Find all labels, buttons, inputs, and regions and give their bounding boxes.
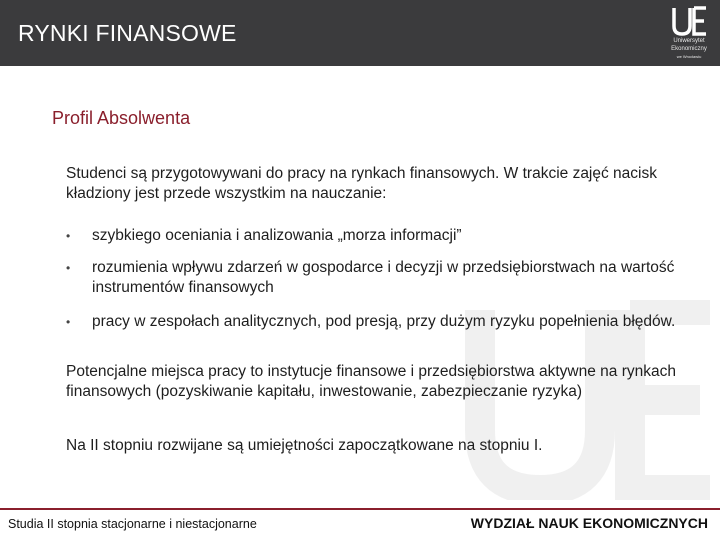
intro-paragraph: Studenci są przygotowywani do pracy na rynkach finansowych. W trakcie zajęć nacisk kładziony jest przede wszystkim na nauczanie: bbox=[66, 165, 657, 202]
bullet-text: pracy w zespołach analitycznych, pod presją, przy dużym ryzyku popełnienia błędów. bbox=[92, 313, 676, 330]
university-logo bbox=[664, 6, 714, 62]
bullet-text: rozumienia wpływu zdarzeń w gospodarce i decyzji w przedsiębiorstwach na wartość instrumentów finansowych bbox=[92, 259, 675, 296]
footer-study-mode: Studia II stopnia stacjonarne i niestacjonarne bbox=[8, 517, 257, 531]
bullet-text: szybkiego oceniania i analizowania „morza informacji” bbox=[92, 227, 462, 244]
logo-line-3: we Wrocławiu bbox=[676, 54, 702, 59]
logo-line-2: Ekonomiczny bbox=[671, 46, 707, 52]
bullet-marker: • bbox=[66, 261, 71, 275]
bullet-marker: • bbox=[66, 315, 71, 329]
header-bar bbox=[0, 0, 720, 66]
ue-logo-icon bbox=[664, 6, 714, 36]
logo-line-1: Uniwersytet bbox=[673, 38, 705, 44]
section-title: Profil Absolwenta bbox=[52, 108, 191, 128]
footer-faculty: WYDZIAŁ NAUK EKONOMICZNYCH bbox=[470, 515, 708, 531]
outro-paragraph: Potencjalne miejsca pracy to instytucje finansowe i przedsiębiorstwa aktywne na rynkach finansowych (pozyskiwanie kapitału, inwestowanie, zabezpieczanie ryzyka) bbox=[66, 363, 676, 400]
note-paragraph: Na II stopniu rozwijane są umiejętności zapoczątkowane na stopniu I. bbox=[66, 437, 543, 454]
header-title: RYNKI FINANSOWE bbox=[18, 20, 237, 46]
bullet-marker: • bbox=[66, 229, 71, 243]
footer-divider bbox=[0, 508, 720, 510]
